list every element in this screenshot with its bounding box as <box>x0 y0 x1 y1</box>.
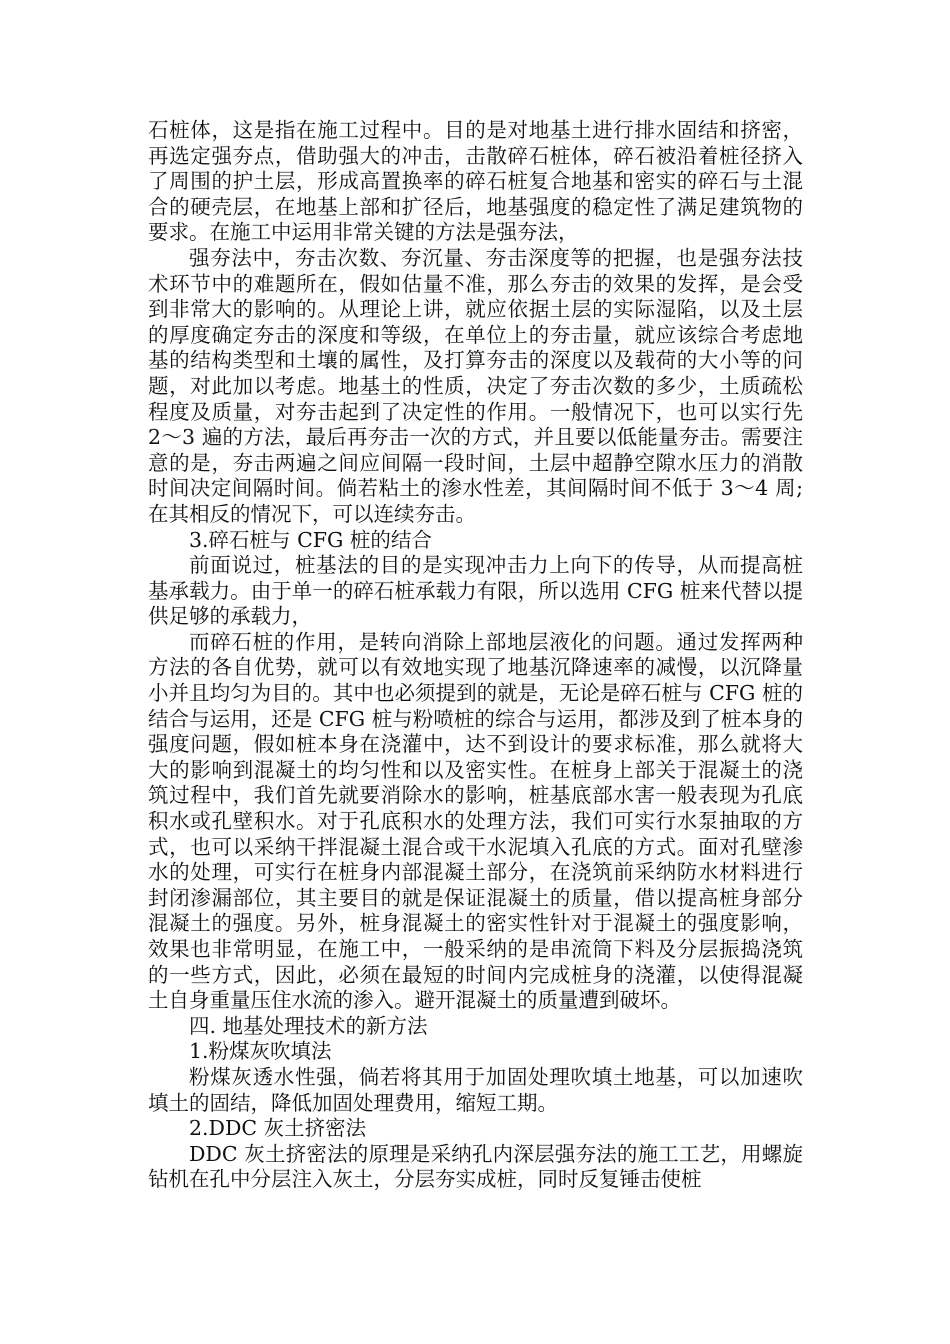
section-heading-ddc: 2.DDC 灰土挤密法 <box>189 1116 367 1141</box>
paragraph-ddc: DDC 灰土挤密法的原理是采纳孔内深层强夯法的施工工艺，用螺旋钻机在孔中分层注入灰土，分层夯实成桩，同时反复锤击使桩 <box>148 1141 803 1192</box>
paragraph-pile-foundation-purpose: 前面说过，桩基法的目的是实现冲击力上向下的传导，从而提高桩基承载力。由于单一的碎石桩承载力有限，所以选用 CFG 桩来代替以提供足够的承载力， <box>148 553 803 629</box>
section-heading-gravel-cfg: 3.碎石桩与 CFG 桩的结合 <box>189 527 432 552</box>
paragraph-dynamic-compaction: 强夯法中，夯击次数、夯沉量、夯击深度等的把握，也是强夯法技术环节中的难题所在，假如估量不准，那么夯击的效果的发挥，是会受到非常大的影响的。从理论上讲，就应依据土层的实际湿陷，以及土层的厚度确定夯击的深度和等级，在单位上的夯击量，就应该综合考虑地基的结构类型和土壤的属性，及打算夯击的深度以及载荷的大小等的问题，对此加以考虑。地基土的性质，决定了夯击次数的多少，土质疏松程度及质量，对夯击起到了决定性的作用。一般情况下，也可以实行先 2～3 遍的方法，最后再夯击一次的方式，并且要以低能量夯击。需要注意的是，夯击两遍之间应间隔一段时间，土层中超静空隙水压力的消散时间决定间隔时间。倘若粘土的渗水性差，其间隔时间不低于 3～4 周; 在其相反的情况下，可以连续夯击。 <box>148 245 803 526</box>
paragraph-gravel-pile-body: 石桩体，这是指在施工过程中。目的是对地基土进行排水固结和挤密，再选定强夯点，借助强大的冲击，击散碎石桩体，碎石被沿着桩径挤入了周围的护土层，形成高置换率的碎石桩复合地基和密实的碎石与土混合的硬壳层，在地基上部和扩径后，地基强度的稳定性了满足建筑物的要求。在施工中运用非常关键的方法是强夯法， <box>148 118 803 245</box>
paragraph-gravel-pile-function: 而碎石桩的作用，是转向消除上部地层液化的问题。通过发挥两种方法的各自优势，就可以有效地实现了地基沉降速率的减慢，以沉降量小并且均匀为目的。其中也必须提到的就是，无论是碎石桩与 CFG 桩的结合与运用，还是 CFG 桩与粉喷桩的综合与运用，都涉及到了桩本身的强度问题，假如桩本身在浇灌中，达不到设计的要求标准，那么就将大大的影响到混凝土的均匀性和以及密实性。在桩身上部关于混凝土的浇筑过程中，我们首先就要消除水的影响，桩基底部水害一般表现为孔底积水或孔壁积水。对于孔底积水的处理方法，我们可实行水泵抽取的方式，也可以采纳干拌混凝土混合或干水泥填入孔底的方式。面对孔壁渗水的处理，可实行在桩身内部混凝土部分，在浇筑前采纳防水材料进行封闭渗漏部位，其主要目的就是保证混凝土的质量，借以提高桩身部分混凝土的强度。另外，桩身混凝土的密实性针对于混凝土的强度影响，效果也非常明显，在施工中，一般采纳的是串流筒下料及分层振捣浇筑的一些方式，因此，必须在最短的时间内完成桩身的浇灌，以使得混凝土自身重量压住水流的渗入。避开混凝土的质量遭到破坏。 <box>148 629 803 1013</box>
document-page <box>148 118 803 1193</box>
section-heading-new-methods: 四. 地基处理技术的新方法 <box>189 1013 428 1038</box>
paragraph-fly-ash: 粉煤灰透水性强，倘若将其用于加固处理吹填土地基，可以加速吹填土的固结，降低加固处理费用，缩短工期。 <box>148 1064 803 1115</box>
section-heading-fly-ash: 1.粉煤灰吹填法 <box>189 1039 332 1064</box>
